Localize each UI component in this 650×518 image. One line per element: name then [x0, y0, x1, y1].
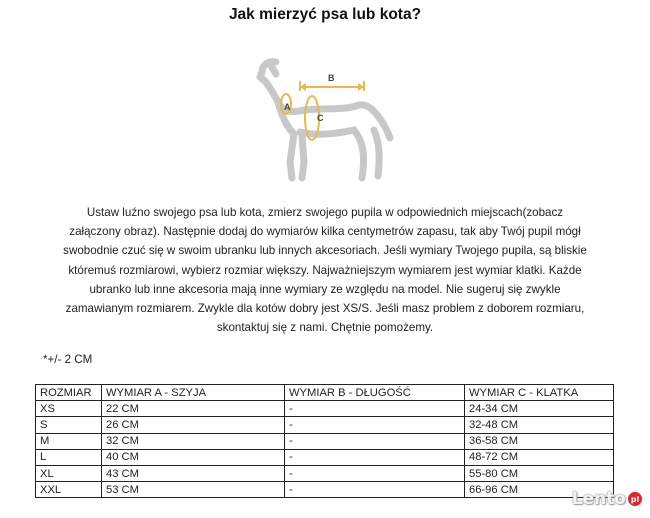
cell-neck: 40 CM — [102, 449, 285, 465]
instructions-line: zamawianym rozmiarem. Zwykle dla kotów dobry jest XS/S. Jeśli masz problem z doborem rozmiaru, — [65, 302, 585, 316]
measure-label-b: B — [328, 73, 335, 83]
lento-watermark — [572, 488, 642, 510]
instructions-line: swobodnie czuć się w swoim ubranku lub innych akcesoriach. Jeśli wymiary Twojego pupila, są bliskie — [63, 244, 587, 258]
cell-size: XXL — [36, 482, 102, 498]
table-header-row — [36, 385, 614, 401]
table-row — [36, 465, 614, 481]
cell-length: - — [285, 401, 465, 417]
table-row — [36, 449, 614, 465]
watermark-text: Lento — [571, 489, 626, 509]
page-title: Jak mierzyć psa lub kota? — [228, 6, 422, 23]
cell-chest: 48-72 CM — [465, 449, 614, 465]
instructions-line: załączony obraz). Następnie dodaj do wymiarów kilka centymetrów zapasu, tak aby Twój pupil mógł — [69, 225, 581, 239]
cell-chest: 32-48 CM — [465, 417, 614, 433]
cell-length: - — [285, 482, 465, 498]
cell-length: - — [285, 449, 465, 465]
cell-neck: 26 CM — [102, 417, 285, 433]
header-chest: WYMIAR C - KLATKA — [465, 385, 614, 401]
cell-length: - — [285, 465, 465, 481]
size-table — [35, 384, 614, 498]
cell-chest: 24-34 CM — [465, 401, 614, 417]
cell-size: M — [36, 433, 102, 449]
header-neck: WYMIAR A - SZYJA — [102, 385, 285, 401]
cell-neck: 22 CM — [102, 401, 285, 417]
cell-chest: 36-58 CM — [465, 433, 614, 449]
table-row — [36, 417, 614, 433]
table-row — [36, 482, 614, 498]
instructions-line: skontaktuj się z nami. Chętnie pomożemy. — [216, 321, 434, 335]
instructions-line: Ustaw luźno swojego psa lub kota, zmierz swojego pupila w odpowiednich miejscach(zobacz — [86, 206, 564, 219]
cell-neck: 32 CM — [102, 433, 285, 449]
header-size: ROZMIAR — [36, 385, 102, 401]
measure-label-c: C — [317, 113, 324, 123]
instructions-line: ubranko lub inne akcesoria mają inne wymiary ze względu na model. Nie sugeruj się zwykle — [89, 282, 561, 296]
cell-length: - — [285, 417, 465, 433]
dog-measurement-diagram-icon — [238, 54, 398, 184]
cell-size: XS — [36, 401, 102, 417]
instructions-paragraph — [28, 203, 622, 337]
cell-size: S — [36, 417, 102, 433]
table-row — [36, 401, 614, 417]
cell-chest: 66-96 CM — [465, 482, 614, 498]
cell-size: XL — [36, 465, 102, 481]
cell-neck: 43 CM — [102, 465, 285, 481]
table-row — [36, 433, 614, 449]
header-length: WYMIAR B - DŁUGOŚĆ — [285, 385, 465, 401]
dog-measurement-figure — [238, 54, 398, 184]
cell-size: L — [36, 449, 102, 465]
measure-label-a: A — [284, 102, 291, 112]
tolerance-note: *+/- 2 CM — [43, 353, 93, 366]
watermark-badge: pl — [628, 492, 642, 506]
instructions-line: któremuś rozmiarowi, wybierz rozmiar większy. Najważniejszym wymiarem jest wymiar klatki. Każde — [68, 263, 582, 277]
cell-length: - — [285, 433, 465, 449]
cell-neck: 53 CM — [102, 482, 285, 498]
cell-chest: 55-80 CM — [465, 465, 614, 481]
